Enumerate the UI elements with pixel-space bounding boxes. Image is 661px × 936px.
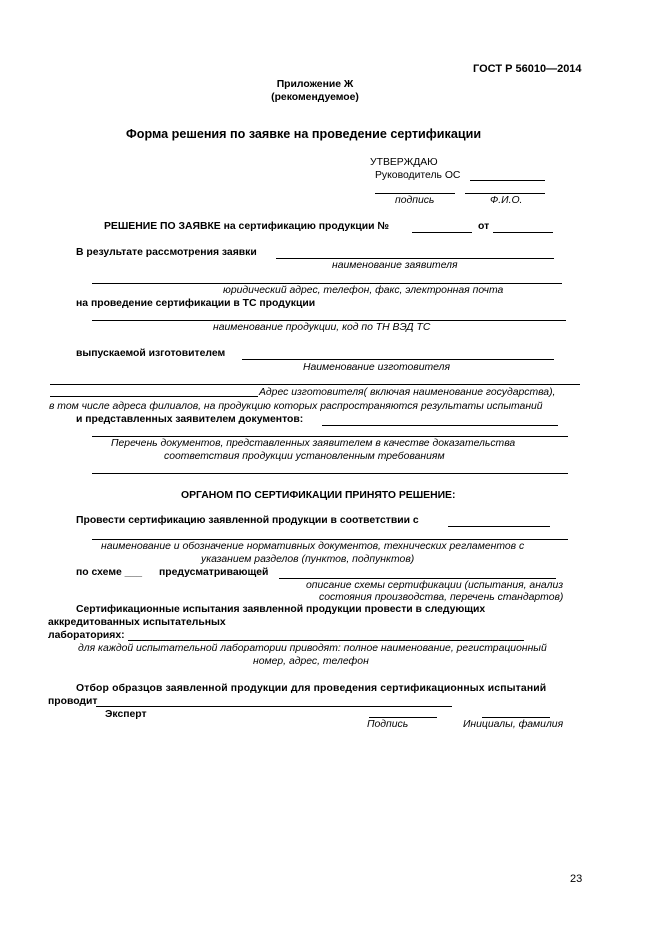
address-caption: юридический адрес, телефон, факс, электронная почта (223, 285, 504, 296)
standard-number: ГОСТ Р 56010—2014 (473, 63, 582, 75)
manufacturer-label: выпускаемой изготовителем (76, 348, 226, 359)
head-line (470, 180, 545, 181)
name-caption: Ф.И.О. (490, 195, 523, 206)
documents-caption-1: Перечень документов, представленных заявителем в качестве доказательства (111, 438, 516, 449)
decision-date-line (493, 232, 553, 233)
form-title: Форма решения по заявке на проведение сертификации (126, 127, 482, 141)
scheme-caption-2: состояния производства, перечень стандартов) (319, 592, 564, 603)
body-decision-heading: ОРГАНОМ ПО СЕРТИФИКАЦИИ ПРИНЯТО РЕШЕНИЕ: (181, 490, 456, 501)
certification-line-1 (448, 526, 550, 527)
applicant-caption: наименование заявителя (332, 260, 458, 271)
page-number: 23 (570, 873, 583, 885)
certification-label: Провести сертификацию заявленной продукции в соответствии с (76, 515, 419, 526)
testing-line (128, 640, 524, 641)
appendix-note: (рекомендуемое) (271, 92, 359, 103)
manufacturer-address-caption-2: в том числе адреса филиалов, на продукцию которых распространяются результаты испытаний (49, 401, 543, 412)
testing-line-1: Сертификационные испытания заявленной продукции провести в следующих (76, 604, 486, 615)
scheme-caption-1: описание схемы сертификации (испытания, анализ (306, 580, 564, 591)
decision-heading: РЕШЕНИЕ ПО ЗАЯВКЕ на сертификацию продукции № (104, 221, 389, 232)
expert-signature-caption: Подпись (367, 719, 409, 730)
documents-caption-2: соответствия продукции установленным требованиям (164, 451, 445, 462)
documents-line-1 (322, 425, 558, 426)
review-label: В результате рассмотрения заявки (76, 247, 257, 258)
testing-caption-1: для каждой испытательной лаборатории приводят: полное наименование, регистрационный (78, 643, 547, 654)
manufacturer-address-line-top (50, 384, 580, 385)
purpose-label: на проведение сертификации в ТС продукции (76, 298, 316, 309)
manufacturer-line (242, 359, 554, 360)
head-label: Руководитель ОС (375, 170, 461, 181)
appendix-title: Приложение Ж (276, 79, 354, 90)
manufacturer-address-line (50, 396, 258, 397)
sampling-line (96, 706, 452, 707)
expert-name-caption: Инициалы, фамилия (463, 719, 564, 730)
testing-caption-2: номер, адрес, телефон (253, 656, 369, 667)
decision-number-line (412, 232, 472, 233)
documents-line-3 (92, 473, 568, 474)
approve-label: УТВЕРЖДАЮ (370, 157, 438, 168)
manufacturer-caption: Наименование изготовителя (303, 362, 451, 373)
documents-label: и представленных заявителем документов: (76, 414, 304, 425)
manufacturer-address-caption-1: Адрес изготовителя( включая наименование государства), (259, 387, 556, 398)
product-caption: наименование продукции, код по ТН ВЭД ТС (213, 322, 431, 333)
scheme-label: по схеме ___ (76, 567, 143, 578)
scheme-provides: предусматривающей (159, 567, 269, 578)
decision-from: от (478, 221, 490, 232)
signature-caption: подпись (395, 195, 435, 206)
sampling-line-2: проводит (48, 696, 98, 707)
sampling-line-1: Отбор образцов заявленной продукции для проведения сертификационных испытаний (76, 683, 547, 694)
testing-line-2: аккредитованных испытательных (48, 617, 226, 628)
certification-caption-2: указанием разделов (пунктов, подпунктов) (201, 554, 415, 565)
certification-caption-1: наименование и обозначение нормативных документов, технических регламентов с (101, 541, 525, 552)
expert-label: Эксперт (105, 709, 147, 720)
testing-line-3: лабораториях: (48, 630, 125, 641)
